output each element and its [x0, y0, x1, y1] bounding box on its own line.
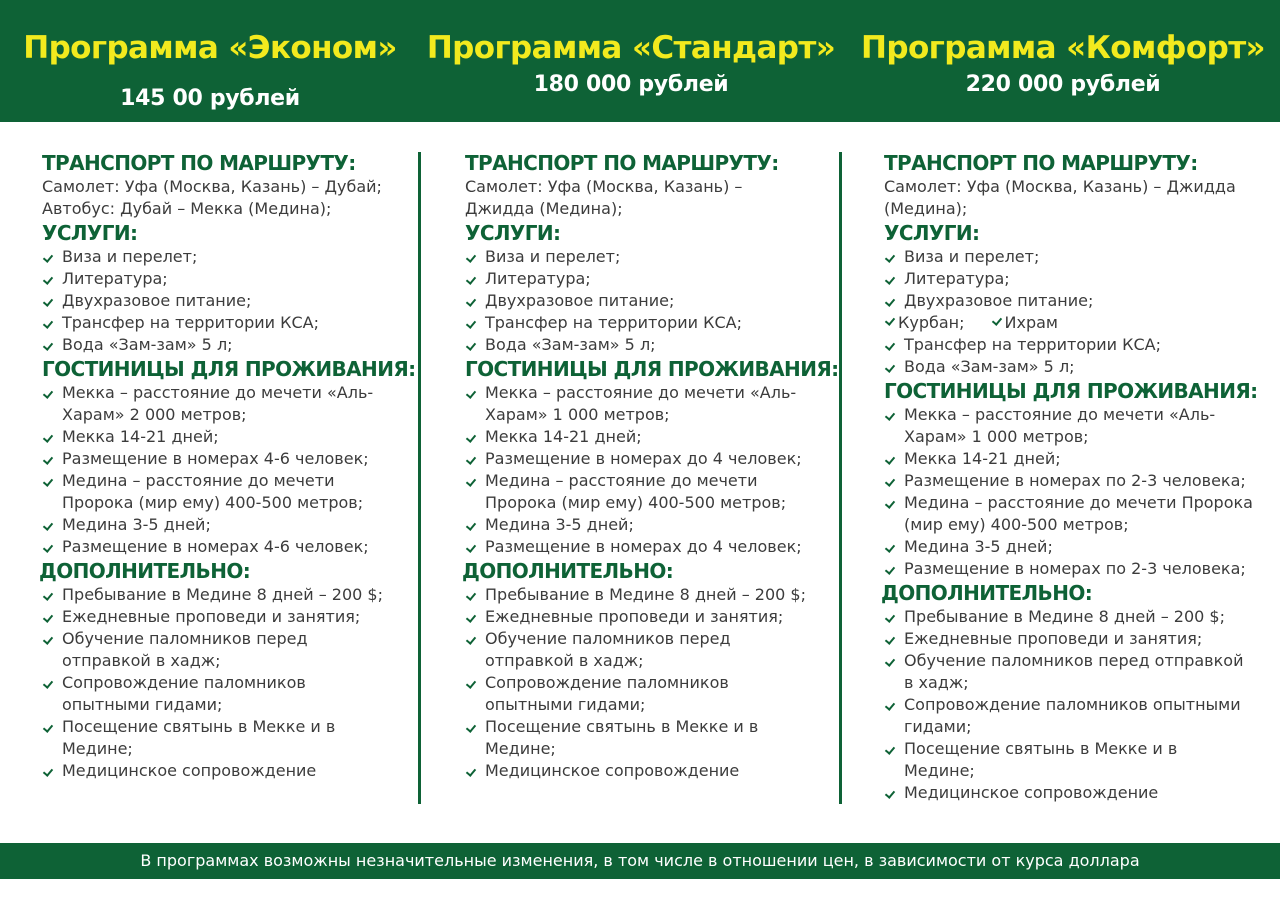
- services-heading: УСЛУГИ:: [465, 221, 561, 245]
- column-econom: [39, 150, 416, 782]
- extra-heading: ДОПОЛНИТЕЛЬНО:: [39, 559, 251, 583]
- hotels-item: Размещение в номерах 4-6 человек;: [42, 536, 416, 558]
- hotels-item: Мекка 14-21 дней;: [465, 426, 839, 448]
- extra-item: Сопровождение паломников опытными гидами;: [884, 694, 1258, 738]
- extra-item: Сопровождение паломников опытными гидами;: [42, 672, 416, 716]
- extra-item: Ежедневные проповеди и занятия;: [42, 606, 416, 628]
- services-item: Двухразовое питание;: [465, 290, 839, 312]
- extra-item: Посещение святынь в Мекке и в Медине;: [42, 716, 416, 760]
- services-item: Виза и перелет;: [884, 246, 1258, 268]
- extra-item: Сопровождение паломников опытными гидами;: [465, 672, 839, 716]
- hotels-item: Медина – расстояние до мечети Пророка (мир ему) 400-500 метров;: [465, 470, 839, 514]
- extra-heading: ДОПОЛНИТЕЛЬНО:: [462, 559, 674, 583]
- services-item: Двухразовое питание;: [884, 290, 1258, 312]
- services-item: Вода «Зам-зам» 5 л;: [884, 356, 1258, 378]
- program-header-standard: [421, 28, 841, 100]
- check-icon: [991, 315, 1005, 329]
- services-item-pair: [884, 312, 1258, 334]
- hotels-item: Мекка 14-21 дней;: [884, 448, 1258, 470]
- hotels-item: Мекка 14-21 дней;: [42, 426, 416, 448]
- hotels-item: Медина 3-5 дней;: [884, 536, 1258, 558]
- transport-line: Самолет: Уфа (Москва, Казань) – Джидда: [884, 177, 1236, 196]
- program-title: Программа «Стандарт»: [426, 30, 836, 66]
- footer-note: В программах возможны незначительные изменения, в том числе в отношении цен, в зависимости от курса доллара: [140, 851, 1140, 870]
- program-header-comfort: [853, 28, 1273, 100]
- transport-heading: ТРАНСПОРТ ПО МАРШРУТУ:: [42, 151, 356, 175]
- services-heading: УСЛУГИ:: [42, 221, 138, 245]
- services-item: Ихрам: [1004, 313, 1058, 332]
- hotels-item: Мекка – расстояние до мечети «Аль- Харам» 1 000 метров;: [465, 382, 839, 426]
- transport-heading: ТРАНСПОРТ ПО МАРШРУТУ:: [884, 151, 1198, 175]
- services-item: Виза и перелет;: [465, 246, 839, 268]
- hotels-item: Медина – расстояние до мечети Пророка (мир ему) 400-500 метров;: [884, 492, 1258, 536]
- check-icon: [884, 315, 898, 329]
- hotels-item: Размещение в номерах до 4 человек;: [465, 448, 839, 470]
- services-item: Курбан;: [898, 313, 965, 332]
- hotels-item: Медина 3-5 дней;: [42, 514, 416, 536]
- services-item: Двухразовое питание;: [42, 290, 416, 312]
- services-heading: УСЛУГИ:: [884, 221, 980, 245]
- extra-item: Медицинское сопровождение: [465, 760, 839, 782]
- transport-line: Самолет: Уфа (Москва, Казань) – Дубай;: [42, 177, 382, 196]
- services-item: Вода «Зам-зам» 5 л;: [465, 334, 839, 356]
- extra-item: Ежедневные проповеди и занятия;: [884, 628, 1258, 650]
- hotels-heading: ГОСТИНИЦЫ ДЛЯ ПРОЖИВАНИЯ:: [884, 379, 1258, 403]
- program-header-econom: [0, 28, 420, 114]
- services-item: Вода «Зам-зам» 5 л;: [42, 334, 416, 356]
- program-title: Программа «Эконом»: [23, 30, 397, 66]
- hotels-item: Размещение в номерах по 2-3 человека;: [884, 558, 1258, 580]
- extra-item: Посещение святынь в Мекке и в Медине;: [884, 738, 1258, 782]
- header-band: [0, 0, 1280, 122]
- column-divider: [418, 152, 421, 804]
- program-price: 145 00 рублей: [120, 86, 300, 111]
- extra-item: Пребывание в Медине 8 дней – 200 $;: [465, 584, 839, 606]
- transport-line: (Медина);: [884, 199, 968, 218]
- program-title: Программа «Комфорт»: [861, 30, 1265, 66]
- column-comfort: [881, 150, 1258, 804]
- program-price: 220 000 рублей: [965, 72, 1161, 97]
- services-item: Литература;: [42, 268, 416, 290]
- extra-item: Обучение паломников перед отправкой в хадж;: [465, 628, 839, 672]
- extra-item: Пребывание в Медине 8 дней – 200 $;: [42, 584, 416, 606]
- hotels-item: Медина – расстояние до мечети Пророка (мир ему) 400-500 метров;: [42, 470, 416, 514]
- hotels-heading: ГОСТИНИЦЫ ДЛЯ ПРОЖИВАНИЯ:: [465, 357, 839, 381]
- transport-heading: ТРАНСПОРТ ПО МАРШРУТУ:: [465, 151, 779, 175]
- extra-item: Обучение паломников перед отправкой в хадж;: [42, 628, 416, 672]
- hotels-item: Мекка – расстояние до мечети «Аль- Харам» 2 000 метров;: [42, 382, 416, 426]
- services-item: Литература;: [884, 268, 1258, 290]
- extra-heading: ДОПОЛНИТЕЛЬНО:: [881, 581, 1093, 605]
- extra-item: Медицинское сопровождение: [42, 760, 416, 782]
- hotels-heading: ГОСТИНИЦЫ ДЛЯ ПРОЖИВАНИЯ:: [42, 357, 416, 381]
- services-item: Виза и перелет;: [42, 246, 416, 268]
- extra-item: Пребывание в Медине 8 дней – 200 $;: [884, 606, 1258, 628]
- transport-line: Самолет: Уфа (Москва, Казань) –: [465, 177, 743, 196]
- services-item: Трансфер на территории КСА;: [465, 312, 839, 334]
- services-item: Трансфер на территории КСА;: [42, 312, 416, 334]
- extra-item: Посещение святынь в Мекке и в Медине;: [465, 716, 839, 760]
- hotels-item: Медина 3-5 дней;: [465, 514, 839, 536]
- program-price: 180 000 рублей: [533, 72, 729, 97]
- transport-line: Автобус: Дубай – Мекка (Медина);: [42, 199, 332, 218]
- hotels-item: Размещение в номерах 4-6 человек;: [42, 448, 416, 470]
- hotels-item: Размещение в номерах до 4 человек;: [465, 536, 839, 558]
- extra-item: Ежедневные проповеди и занятия;: [465, 606, 839, 628]
- footer-band: [0, 843, 1280, 879]
- services-item: Трансфер на территории КСА;: [884, 334, 1258, 356]
- hotels-item: Размещение в номерах по 2-3 человека;: [884, 470, 1258, 492]
- services-item: Литература;: [465, 268, 839, 290]
- column-divider: [839, 152, 842, 804]
- column-standard: [462, 150, 839, 782]
- extra-item: Обучение паломников перед отправкой в хадж;: [884, 650, 1258, 694]
- transport-line: Джидда (Медина);: [465, 199, 623, 218]
- extra-item: Медицинское сопровождение: [884, 782, 1258, 804]
- hotels-item: Мекка – расстояние до мечети «Аль- Харам» 1 000 метров;: [884, 404, 1258, 448]
